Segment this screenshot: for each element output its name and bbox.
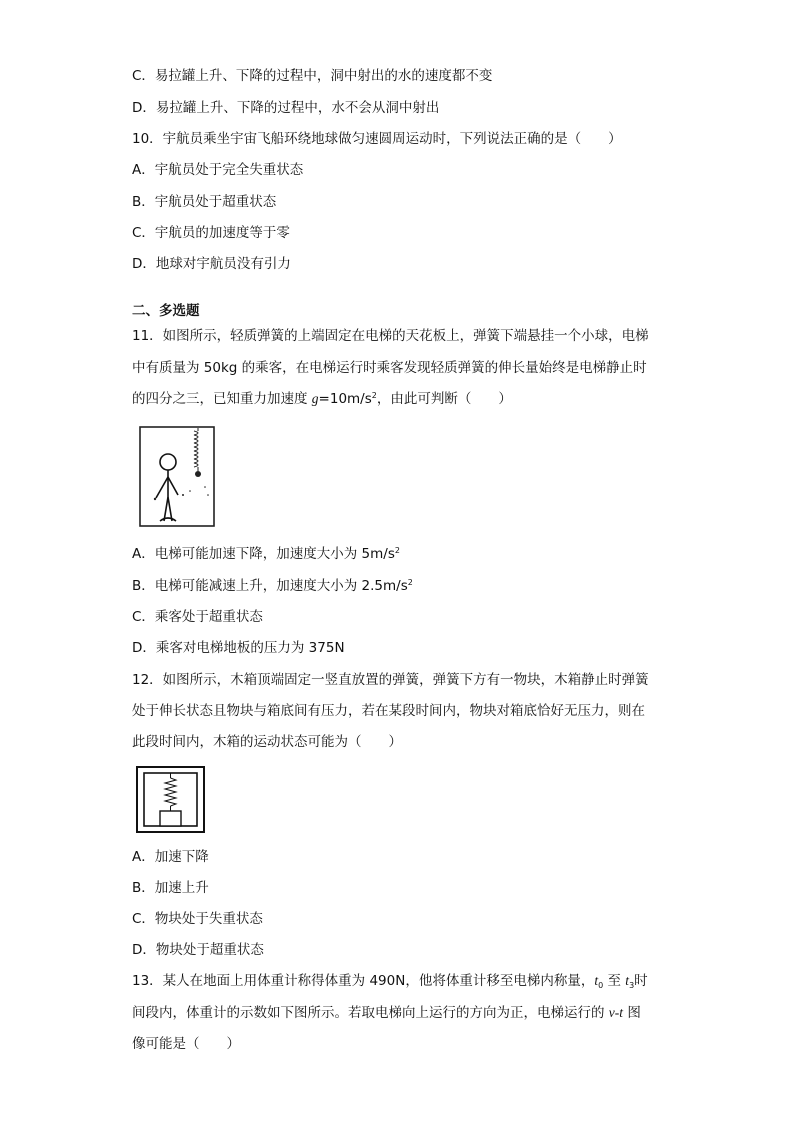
q9-option-d: D．易拉罐上升、下降的过程中，水不会从洞中射出 xyxy=(132,100,440,116)
q12-stem-line3: 此段时间内，木箱的运动状态可能为（ ） xyxy=(132,734,402,750)
q12-stem-line1: 12．如图所示，木箱顶端固定一竖直放置的弹簧，弹簧下方有一物块，木箱静止时弹簧 xyxy=(132,672,649,688)
q10-option-d: D．地球对宇航员没有引力 xyxy=(132,256,291,272)
q13-stem-line3: 像可能是（ ） xyxy=(132,1036,240,1052)
ball-icon xyxy=(195,471,201,477)
q13-text-end: 时 xyxy=(634,973,648,989)
passenger-icon xyxy=(156,454,178,521)
q11-option-b-exponent: 2 xyxy=(407,578,413,587)
q13-text-mid: 至 xyxy=(607,973,626,989)
q11-option-c: C．乘客处于超重状态 xyxy=(132,609,263,625)
q11-option-b-text: B．电梯可能减速上升，加速度大小为 2.5m/s xyxy=(132,578,408,594)
q12-box-figure xyxy=(135,765,207,835)
q11-stem-line3 xyxy=(132,390,512,408)
q10-option-a: A．宇航员处于完全失重状态 xyxy=(132,162,304,178)
q11-option-b xyxy=(132,577,413,595)
spring-icon xyxy=(194,428,198,471)
q9-option-c: C．易拉罐上升、下降的过程中，洞中射出的水的速度都不变 xyxy=(132,68,493,84)
q10-option-c: C．宇航员的加速度等于零 xyxy=(132,225,290,241)
q13-t0-subscript: 0 xyxy=(598,981,604,990)
q13-text-2-end: 图 xyxy=(623,1005,641,1021)
q12-stem-line2: 处于伸长状态且物块与箱底间有压力，若在某段时间内，物块对箱底恰好无压力，则在 xyxy=(132,703,645,719)
q12-option-c: C．物块处于失重状态 xyxy=(132,911,263,927)
spring-icon xyxy=(165,773,176,811)
q11-text: 的四分之三，已知重力加速度 xyxy=(132,391,312,407)
q13-t3-symbol: t xyxy=(625,973,630,988)
q11-option-a-exponent: 2 xyxy=(394,546,400,555)
q11-g-value: =10m/s xyxy=(318,391,372,407)
q11-option-a xyxy=(132,545,400,563)
q11-stem-line1: 11．如图所示，轻质弹簧的上端固定在电梯的天花板上，弹簧下端悬挂一个小球，电梯 xyxy=(132,328,649,344)
q10-option-b: B．宇航员处于超重状态 xyxy=(132,194,277,210)
block-icon xyxy=(160,811,181,826)
section-heading-multiple-choice: 二、多选题 xyxy=(132,303,200,319)
q11-option-d: D．乘客对电梯地板的压力为 375N xyxy=(132,640,345,656)
q13-vt-symbol: v-t xyxy=(608,1005,624,1020)
q13-t3-subscript: 3 xyxy=(629,981,635,990)
q11-stem-line2: 中有质量为 50kg 的乘客，在电梯运行时乘客发现轻质弹簧的伸长量始终是电梯静止时 xyxy=(132,360,647,376)
q10-stem: 10．宇航员乘坐宇宙飞船环绕地球做匀速圆周运动时，下列说法正确的是（ ） xyxy=(132,131,622,147)
q12-option-d: D．物块处于超重状态 xyxy=(132,942,264,958)
q11-text-end: ，由此可判断（ ） xyxy=(376,391,512,407)
q13-stem-line2 xyxy=(132,1004,641,1022)
q11-option-a-text: A．电梯可能加速下降，加速度大小为 5m/s xyxy=(132,546,395,562)
q11-g-exponent: 2 xyxy=(371,391,377,400)
q13-t-symbol: t xyxy=(594,973,599,988)
q13-text: 13．某人在地面上用体重计称得体重为 490N，他将体重计移至电梯内称量， xyxy=(132,973,595,989)
q11-g-symbol: g xyxy=(311,391,319,406)
q11-elevator-figure xyxy=(138,425,218,529)
q12-option-b: B．加速上升 xyxy=(132,880,209,896)
q12-option-a: A．加速下降 xyxy=(132,849,209,865)
q13-stem-line1 xyxy=(132,972,648,990)
q13-text-2: 间段内，体重计的示数如下图所示。若取电梯向上运行的方向为正，电梯运行的 xyxy=(132,1005,609,1021)
